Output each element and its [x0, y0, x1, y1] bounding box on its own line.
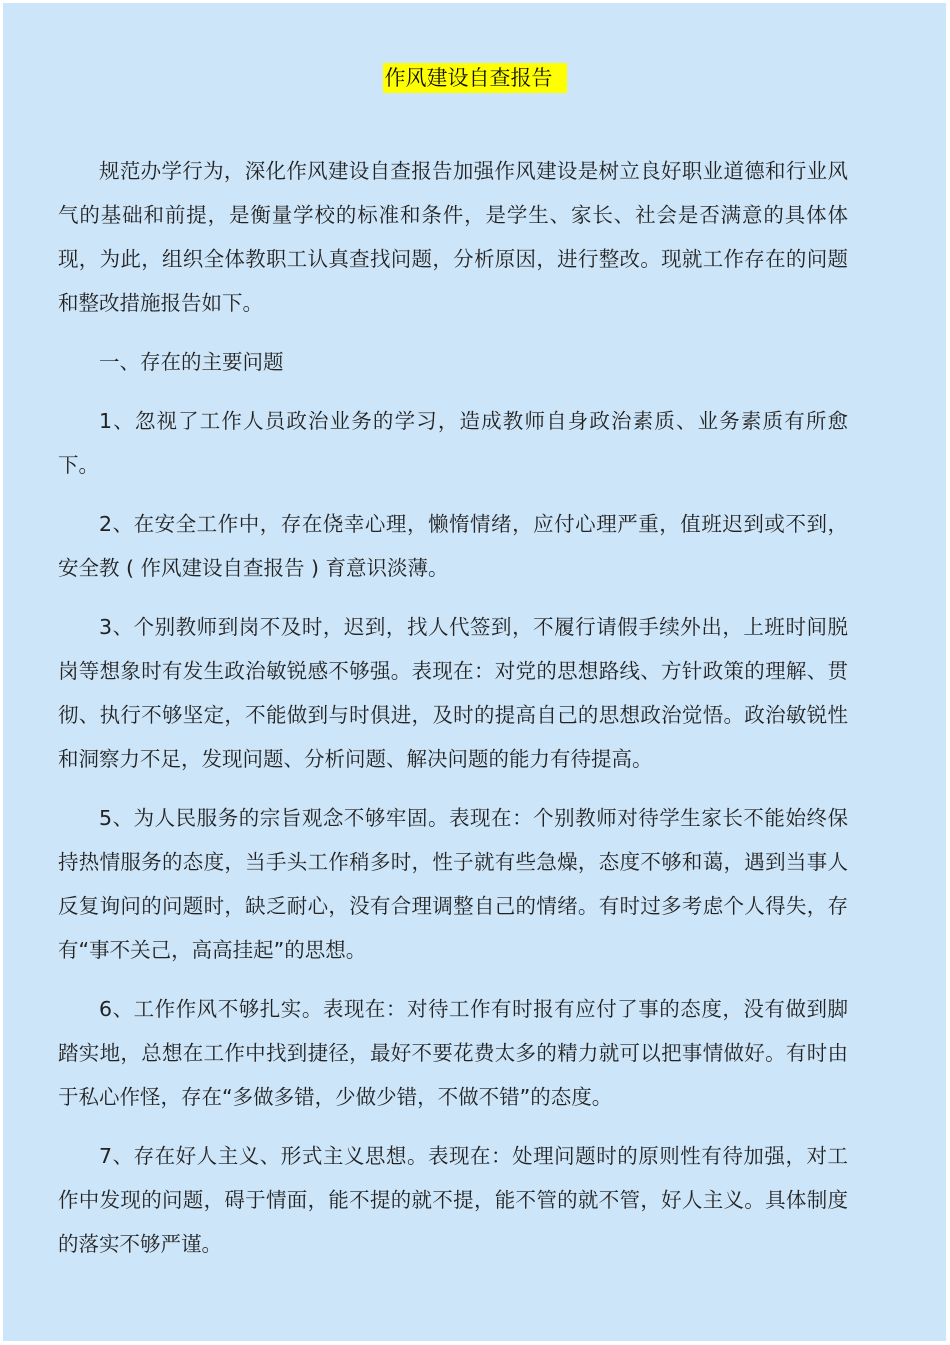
- paragraph-intro: 规范办学行为，深化作风建设自查报告加强作风建设是树立良好职业道德和行业风气的基础和前提，是衡量学校的标准和条件，是学生、家长、社会是否满意的具体体现，为此，组织全体教职工认真查找问题，分析原因，进行整改。现就工作存在的问题和整改措施报告如下。: [58, 159, 848, 315]
- paragraph-item-7: 7、存在好人主义、形式主义思想。表现在：处理问题时的原则性有待加强，对工作中发现的问题，碍于情面，能不提的就不提，能不管的就不管，好人主义。具体制度的落实不够严谨。: [58, 1144, 848, 1256]
- paragraph-item-1: 1、忽视了工作人员政治业务的学习，造成教师自身政治素质、业务素质有所愈下。: [58, 409, 848, 477]
- document-title: 作风建设自查报告: [383, 63, 567, 93]
- paragraph-item-6: 6、工作作风不够扎实。表现在：对待工作有时报有应付了事的态度，没有做到脚踏实地，总想在工作中找到捷径，最好不要花费太多的精力就可以把事情做好。有时由于私心作怪，存在“多做多错，少做少错，不做不错”的态度。: [58, 997, 848, 1109]
- document-body: [58, 149, 848, 1281]
- section-heading: 一、存在的主要问题: [99, 350, 284, 374]
- paragraph-item-3: 3、个别教师到岗不及时，迟到，找人代签到，不履行请假手续外出，上班时间脱岗等想象时有发生政治敏锐感不够强。表现在：对党的思想路线、方针政策的理解、贯彻、执行不够坚定，不能做到与时俱进，及时的提高自己的思想政治觉悟。政治敏锐性和洞察力不足，发现问题、分析问题、解决问题的能力有待提高。: [58, 615, 848, 771]
- paragraph-item-5: 5、为人民服务的宗旨观念不够牢固。表现在：个别教师对待学生家长不能始终保持热情服务的态度，当手头工作稍多时，性子就有些急燥，态度不够和蔼，遇到当事人反复询问的问题时，缺乏耐心，没有合理调整自己的情绪。有时过多考虑个人得失，存有“事不关己，高高挂起”的思想。: [58, 806, 848, 962]
- title-container: [3, 63, 946, 93]
- document-page: [3, 3, 946, 1341]
- paragraph-item-2: 2、在安全工作中，存在侥幸心理，懒惰情绪，应付心理严重，值班迟到或不到，安全教 ( 作风建设自查报告 ) 育意识淡薄。: [58, 512, 848, 580]
